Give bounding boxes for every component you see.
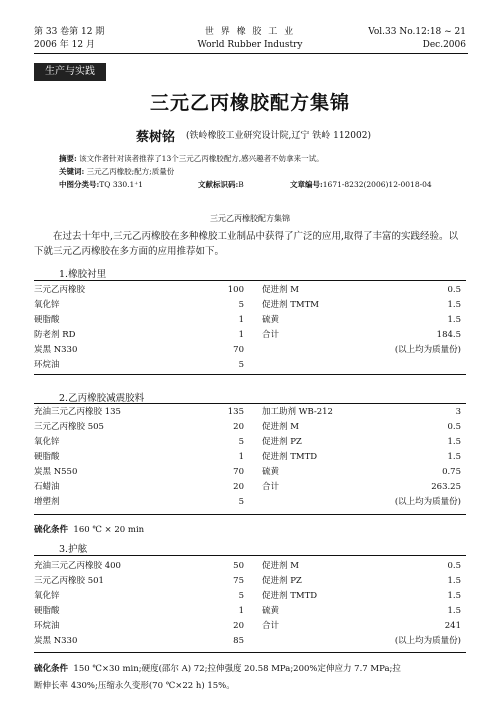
s3-unit-note: (以上均为质量份) xyxy=(394,636,461,646)
s1-right-name: 硫黄 xyxy=(262,315,280,325)
s3-right-value: 1.5 xyxy=(447,606,461,616)
s2-left-name: 石蜡油 xyxy=(34,482,60,492)
abstract-text: 该文作者针对读者推荐了13个三元乙丙橡胶配方,感兴趣者不妨拿来一试。 xyxy=(79,154,324,163)
s3-cure-conditions xyxy=(34,661,474,695)
s2-left-value: 5 xyxy=(238,497,244,507)
journal-title-en: World Rubber Industry xyxy=(197,40,303,50)
date-en: Dec.2006 xyxy=(422,40,466,50)
s1-left-value: 70 xyxy=(233,345,244,355)
s1-left-name: 氧化锌 xyxy=(34,300,60,310)
s1-left-name: 硬脂酸 xyxy=(34,315,60,325)
s2-left-name: 充油三元乙丙橡胶 135 xyxy=(34,407,121,417)
s3-right-name: 合计 xyxy=(262,621,280,631)
s1-left-name: 防老剂 RD xyxy=(34,330,76,340)
s2-left-value: 5 xyxy=(238,437,244,447)
document-code xyxy=(198,179,244,190)
s1-left-value: 1 xyxy=(238,330,244,340)
section-1-top-rule xyxy=(34,280,466,281)
article-number xyxy=(290,179,432,190)
s3-right-value: 1.5 xyxy=(447,576,461,586)
s2-right-value: 1.5 xyxy=(447,452,461,462)
section-3-bottom-rule xyxy=(34,652,466,653)
s2-right-name: 合计 xyxy=(262,482,280,492)
s3-left-value: 50 xyxy=(233,561,244,571)
s1-left-name: 三元乙丙橡胶 xyxy=(34,285,86,295)
clc-label: 中图分类号: xyxy=(59,180,100,189)
s2-left-name: 三元乙丙橡胶 505 xyxy=(34,422,104,432)
s1-left-value: 1 xyxy=(238,315,244,325)
s3-right-name: 促进剂 PZ xyxy=(262,576,302,586)
s3-cure-label: 硫化条件 xyxy=(34,664,69,674)
s2-left-value: 1 xyxy=(238,452,244,462)
date-cn: 2006 年 12 月 xyxy=(34,40,95,50)
s2-right-value: 263.25 xyxy=(431,482,461,492)
s2-left-name: 炭黑 N550 xyxy=(34,467,78,477)
keywords-text: 三元乙丙橡胶;配方;质量份 xyxy=(86,167,175,176)
s1-left-value: 5 xyxy=(238,300,244,310)
section-1-bottom-rule xyxy=(34,374,466,375)
s2-right-name: 加工助剂 WB-212 xyxy=(262,407,333,417)
clc-text: TQ 330.1⁺1 xyxy=(99,180,144,189)
s3-left-value: 1 xyxy=(238,606,244,616)
body-title: 三元乙丙橡胶配方集锦 xyxy=(210,214,290,223)
s3-left-name: 环烷油 xyxy=(34,621,60,631)
clc-number xyxy=(59,179,143,190)
s3-right-name: 促进剂 M xyxy=(262,561,299,571)
s2-left-value: 20 xyxy=(233,422,244,432)
s1-right-value: 184.5 xyxy=(436,330,461,340)
s2-right-name: 硫黄 xyxy=(262,467,280,477)
s2-cure-text: 160 ℃ × 20 min xyxy=(73,525,145,535)
s2-unit-note: (以上均为质量份) xyxy=(394,497,461,507)
keywords-label: 关键词: xyxy=(59,167,85,176)
s2-left-value: 70 xyxy=(233,467,244,477)
section-1-heading: 1.橡胶衬里 xyxy=(59,269,107,280)
s3-cure-line-1: 150 ℃×30 min;硬度(邵尔 A) 72;拉伸强度 20.58 MPa;200%定伸应力 7.7 MPa;拉 xyxy=(73,664,401,674)
s2-right-value: 0.75 xyxy=(442,467,461,477)
s1-right-value: 0.5 xyxy=(447,285,461,295)
s1-left-value: 100 xyxy=(227,285,244,295)
section-2-heading: 2.乙丙橡胶减震胶料 xyxy=(59,393,145,404)
s2-left-name: 氧化锌 xyxy=(34,437,60,447)
s1-right-name: 促进剂 M xyxy=(262,285,299,295)
s3-left-value: 75 xyxy=(233,576,244,586)
section-2-bottom-rule xyxy=(34,514,466,515)
s1-right-value: 1.5 xyxy=(447,315,461,325)
author-affiliation: (铁岭橡胶工业研究设计院,辽宁 铁岭 112002) xyxy=(186,131,371,141)
s1-right-value: 1.5 xyxy=(447,300,461,310)
section-3-top-rule xyxy=(34,555,466,556)
abstract xyxy=(59,153,324,164)
keywords xyxy=(59,166,174,177)
s3-left-name: 充油三元乙丙橡胶 400 xyxy=(34,561,121,571)
doccode-text: B xyxy=(238,180,244,189)
s3-right-value: 241 xyxy=(444,621,461,631)
s2-left-name: 硬脂酸 xyxy=(34,452,60,462)
s3-left-name: 氧化锌 xyxy=(34,591,60,601)
s2-right-name: 促进剂 M xyxy=(262,422,299,432)
s3-right-name: 硫黄 xyxy=(262,606,280,616)
volume-en: Vol.33 No.12:18 ~ 21 xyxy=(368,27,466,37)
s2-left-value: 135 xyxy=(227,407,244,417)
s3-left-value: 20 xyxy=(233,621,244,631)
journal-title-cn: 世 界 橡 胶 工 业 xyxy=(204,27,296,37)
articleno-text: 1671-8232(2006)12-0018-04 xyxy=(322,180,432,189)
s2-left-name: 增塑剂 xyxy=(34,497,60,507)
s2-left-value: 20 xyxy=(233,482,244,492)
s2-right-value: 0.5 xyxy=(447,422,461,432)
s1-left-name: 环烷油 xyxy=(34,360,60,370)
s3-left-value: 85 xyxy=(233,636,244,646)
s2-right-value: 3 xyxy=(455,407,461,417)
s3-right-value: 0.5 xyxy=(447,561,461,571)
s3-right-value: 1.5 xyxy=(447,591,461,601)
section-2-top-rule xyxy=(34,403,466,404)
s3-left-name: 硬脂酸 xyxy=(34,606,60,616)
s1-right-name: 促进剂 TMTM xyxy=(262,300,319,310)
s2-right-name: 促进剂 TMTD xyxy=(262,452,318,462)
intro-paragraph: 在过去十年中,三元乙丙橡胶在多种橡胶工业制品中获得了广泛的应用,取得了丰富的实践经验。以下就三元乙丙橡胶在多方面的应用推荐如下。 xyxy=(34,231,459,257)
s2-cure-conditions xyxy=(34,525,144,536)
header-rule xyxy=(34,53,468,54)
s2-cure-label: 硫化条件 xyxy=(34,525,69,535)
s1-right-name: 合计 xyxy=(262,330,280,340)
s3-left-name: 三元乙丙橡胶 501 xyxy=(34,576,104,586)
s1-left-name: 炭黑 N330 xyxy=(34,345,78,355)
doccode-label: 文献标识码: xyxy=(198,180,239,189)
s3-left-name: 炭黑 N330 xyxy=(34,636,78,646)
s2-right-name: 促进剂 PZ xyxy=(262,437,302,447)
section-3-heading: 3.护舷 xyxy=(59,544,88,555)
articleno-label: 文章编号: xyxy=(290,180,323,189)
s3-left-value: 5 xyxy=(238,591,244,601)
s1-left-value: 5 xyxy=(238,360,244,370)
s2-right-value: 1.5 xyxy=(447,437,461,447)
s1-unit-note: (以上均为质量份) xyxy=(394,345,461,355)
section-tag: 生产与实践 xyxy=(34,63,106,81)
s3-cure-line-2: 断伸长率 430%;压缩永久变形(70 ℃×22 h) 15%。 xyxy=(34,681,235,691)
author-name: 蔡树铭 xyxy=(136,130,176,145)
s3-right-name: 促进剂 TMTD xyxy=(262,591,318,601)
article-title: 三元乙丙橡胶配方集锦 xyxy=(149,92,350,114)
volume-cn: 第 33 卷第 12 期 xyxy=(34,27,105,37)
abstract-label: 摘要: xyxy=(59,154,77,163)
